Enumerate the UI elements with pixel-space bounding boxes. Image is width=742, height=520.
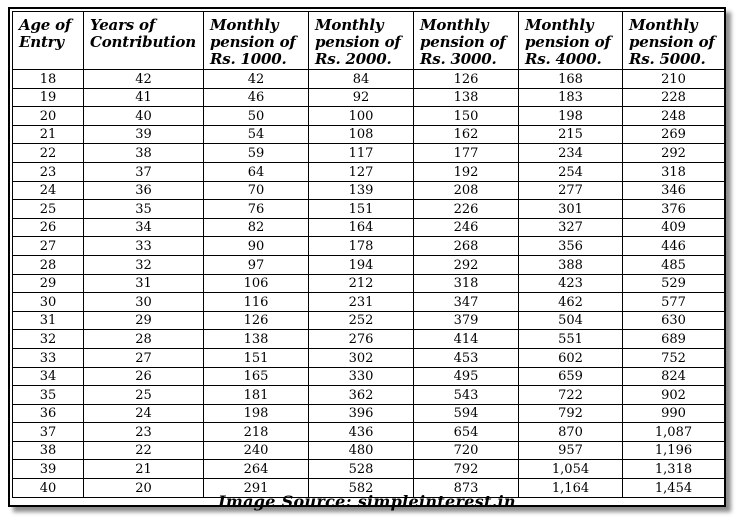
table-row	[13, 125, 725, 144]
table-row	[13, 107, 725, 126]
table-cell-years-of-contribution: 23	[84, 423, 204, 442]
table-cell-pension-3000: 379	[414, 311, 519, 330]
table-cell-pension-1000: 59	[204, 144, 309, 163]
table-cell-pension-1000: 46	[204, 88, 309, 107]
table-cell-age-of-entry: 26	[13, 218, 84, 237]
table-cell-years-of-contribution: 35	[84, 200, 204, 219]
table-cell-pension-3000: 720	[414, 441, 519, 460]
column-header-line: Rs. 3000.	[420, 50, 497, 68]
table-cell-pension-4000: 198	[519, 107, 623, 126]
table-cell-pension-2000: 396	[309, 404, 414, 423]
table-cell-years-of-contribution: 26	[84, 367, 204, 386]
table-cell-pension-3000: 226	[414, 200, 519, 219]
table-cell-age-of-entry: 36	[13, 404, 84, 423]
table-cell-pension-3000: 138	[414, 88, 519, 107]
table-cell-pension-4000: 423	[519, 274, 623, 293]
column-header-line: Years of	[90, 16, 156, 34]
column-header-age-of-entry	[13, 12, 84, 70]
table-cell-pension-5000: 902	[623, 386, 725, 405]
table-cell-pension-5000: 752	[623, 348, 725, 367]
table-cell-pension-1000: 54	[204, 125, 309, 144]
table-cell-pension-2000: 276	[309, 330, 414, 349]
table-cell-pension-1000: 90	[204, 237, 309, 256]
table-cell-age-of-entry: 40	[13, 479, 84, 498]
table-row	[13, 348, 725, 367]
table-row	[13, 330, 725, 349]
table-cell-pension-3000: 292	[414, 255, 519, 274]
table-cell-pension-2000: 436	[309, 423, 414, 442]
table-cell-pension-3000: 162	[414, 125, 519, 144]
table-cell-pension-4000: 168	[519, 70, 623, 89]
table-row	[13, 386, 725, 405]
table-cell-pension-5000: 292	[623, 144, 725, 163]
table-cell-pension-3000: 453	[414, 348, 519, 367]
table-cell-pension-5000: 1,087	[623, 423, 725, 442]
table-cell-pension-4000: 957	[519, 441, 623, 460]
column-header-line: Rs. 5000.	[629, 50, 706, 68]
table-cell-pension-4000: 659	[519, 367, 623, 386]
table-cell-years-of-contribution: 27	[84, 348, 204, 367]
column-header-pension-5000	[623, 12, 725, 70]
pension-table	[12, 11, 725, 498]
table-row	[13, 404, 725, 423]
table-cell-pension-3000: 150	[414, 107, 519, 126]
table-cell-pension-2000: 194	[309, 255, 414, 274]
table-cell-pension-5000: 990	[623, 404, 725, 423]
table-cell-pension-4000: 301	[519, 200, 623, 219]
table-cell-pension-5000: 318	[623, 162, 725, 181]
table-cell-pension-3000: 873	[414, 479, 519, 498]
table-cell-pension-3000: 192	[414, 162, 519, 181]
table-cell-pension-1000: 82	[204, 218, 309, 237]
table-cell-pension-3000: 414	[414, 330, 519, 349]
table-cell-pension-2000: 100	[309, 107, 414, 126]
table-cell-pension-1000: 64	[204, 162, 309, 181]
table-row	[13, 441, 725, 460]
table-cell-pension-4000: 551	[519, 330, 623, 349]
table-cell-age-of-entry: 18	[13, 70, 84, 89]
table-cell-pension-2000: 92	[309, 88, 414, 107]
table-cell-pension-1000: 70	[204, 181, 309, 200]
table-cell-years-of-contribution: 34	[84, 218, 204, 237]
table-cell-age-of-entry: 39	[13, 460, 84, 479]
table-cell-pension-4000: 234	[519, 144, 623, 163]
column-header-pension-1000	[204, 12, 309, 70]
column-header-pension-2000	[309, 12, 414, 70]
table-row	[13, 367, 725, 386]
table-cell-pension-4000: 792	[519, 404, 623, 423]
table-row	[13, 218, 725, 237]
table-cell-pension-3000: 246	[414, 218, 519, 237]
table-cell-years-of-contribution: 38	[84, 144, 204, 163]
table-cell-pension-1000: 198	[204, 404, 309, 423]
table-cell-age-of-entry: 25	[13, 200, 84, 219]
table-cell-pension-1000: 291	[204, 479, 309, 498]
table-cell-pension-1000: 218	[204, 423, 309, 442]
table-cell-pension-4000: 183	[519, 88, 623, 107]
column-header-line: Entry	[19, 33, 64, 51]
table-cell-pension-5000: 228	[623, 88, 725, 107]
table-cell-age-of-entry: 38	[13, 441, 84, 460]
table-cell-age-of-entry: 21	[13, 125, 84, 144]
column-header-line: pension of	[315, 33, 401, 51]
table-cell-pension-3000: 543	[414, 386, 519, 405]
table-cell-pension-2000: 84	[309, 70, 414, 89]
table-cell-pension-3000: 495	[414, 367, 519, 386]
table-cell-pension-5000: 689	[623, 330, 725, 349]
table-cell-age-of-entry: 23	[13, 162, 84, 181]
table-cell-pension-1000: 264	[204, 460, 309, 479]
table-cell-pension-4000: 602	[519, 348, 623, 367]
table-cell-pension-5000: 485	[623, 255, 725, 274]
table-cell-pension-1000: 50	[204, 107, 309, 126]
table-cell-years-of-contribution: 22	[84, 441, 204, 460]
table-cell-years-of-contribution: 20	[84, 479, 204, 498]
column-header-line: pension of	[420, 33, 506, 51]
column-header-pension-4000	[519, 12, 623, 70]
column-header-line: pension of	[629, 33, 715, 51]
table-cell-years-of-contribution: 41	[84, 88, 204, 107]
column-header-line: pension of	[210, 33, 296, 51]
table-cell-pension-4000: 277	[519, 181, 623, 200]
table-row	[13, 293, 725, 312]
table-cell-age-of-entry: 27	[13, 237, 84, 256]
table-cell-age-of-entry: 30	[13, 293, 84, 312]
table-cell-pension-2000: 302	[309, 348, 414, 367]
table-cell-age-of-entry: 33	[13, 348, 84, 367]
table-cell-pension-1000: 106	[204, 274, 309, 293]
table-cell-pension-5000: 269	[623, 125, 725, 144]
pension-table-frame	[8, 7, 726, 511]
table-cell-pension-3000: 654	[414, 423, 519, 442]
column-header-years-of-contribution	[84, 12, 204, 70]
table-cell-pension-5000: 577	[623, 293, 725, 312]
table-cell-pension-4000: 870	[519, 423, 623, 442]
table-row	[13, 274, 725, 293]
table-cell-age-of-entry: 31	[13, 311, 84, 330]
column-header-line: Monthly	[525, 16, 594, 34]
table-cell-pension-4000: 327	[519, 218, 623, 237]
table-cell-pension-4000: 356	[519, 237, 623, 256]
table-cell-pension-4000: 462	[519, 293, 623, 312]
table-cell-age-of-entry: 24	[13, 181, 84, 200]
table-cell-pension-2000: 127	[309, 162, 414, 181]
table-cell-pension-5000: 1,454	[623, 479, 725, 498]
table-cell-pension-4000: 388	[519, 255, 623, 274]
table-cell-years-of-contribution: 39	[84, 125, 204, 144]
table-cell-pension-4000: 504	[519, 311, 623, 330]
table-cell-pension-2000: 178	[309, 237, 414, 256]
table-cell-age-of-entry: 20	[13, 107, 84, 126]
table-cell-pension-2000: 582	[309, 479, 414, 498]
column-header-line: Rs. 1000.	[210, 50, 287, 68]
table-cell-pension-3000: 792	[414, 460, 519, 479]
table-cell-pension-5000: 346	[623, 181, 725, 200]
table-cell-pension-1000: 116	[204, 293, 309, 312]
table-cell-age-of-entry: 32	[13, 330, 84, 349]
table-cell-pension-5000: 210	[623, 70, 725, 89]
table-cell-pension-4000: 254	[519, 162, 623, 181]
table-cell-pension-2000: 151	[309, 200, 414, 219]
column-header-line: Rs. 2000.	[315, 50, 392, 68]
table-cell-pension-2000: 231	[309, 293, 414, 312]
table-cell-pension-4000: 1,164	[519, 479, 623, 498]
table-cell-pension-2000: 330	[309, 367, 414, 386]
table-cell-pension-3000: 177	[414, 144, 519, 163]
table-cell-pension-1000: 165	[204, 367, 309, 386]
table-row	[13, 181, 725, 200]
table-row	[13, 88, 725, 107]
table-cell-pension-1000: 181	[204, 386, 309, 405]
column-header-line: Monthly	[210, 16, 279, 34]
table-cell-years-of-contribution: 21	[84, 460, 204, 479]
table-cell-pension-2000: 139	[309, 181, 414, 200]
table-cell-pension-5000: 1,318	[623, 460, 725, 479]
table-cell-pension-5000: 529	[623, 274, 725, 293]
table-cell-pension-2000: 164	[309, 218, 414, 237]
column-header-line: Monthly	[315, 16, 384, 34]
table-row	[13, 255, 725, 274]
table-cell-pension-3000: 208	[414, 181, 519, 200]
table-body	[13, 70, 725, 498]
table-cell-pension-2000: 212	[309, 274, 414, 293]
table-cell-pension-5000: 248	[623, 107, 725, 126]
table-cell-pension-1000: 126	[204, 311, 309, 330]
table-cell-pension-4000: 1,054	[519, 460, 623, 479]
table-cell-age-of-entry: 19	[13, 88, 84, 107]
table-cell-age-of-entry: 29	[13, 274, 84, 293]
column-header-pension-3000	[414, 12, 519, 70]
table-cell-pension-5000: 630	[623, 311, 725, 330]
table-cell-years-of-contribution: 28	[84, 330, 204, 349]
table-header-row	[13, 12, 725, 70]
table-row	[13, 70, 725, 89]
table-cell-years-of-contribution: 31	[84, 274, 204, 293]
table-cell-pension-4000: 215	[519, 125, 623, 144]
table-row	[13, 144, 725, 163]
table-cell-age-of-entry: 37	[13, 423, 84, 442]
table-cell-pension-5000: 409	[623, 218, 725, 237]
table-row	[13, 423, 725, 442]
table-cell-pension-2000: 252	[309, 311, 414, 330]
image-source-caption: Image Source: simpleinterest.in	[218, 492, 516, 511]
table-row	[13, 311, 725, 330]
table-cell-pension-5000: 446	[623, 237, 725, 256]
table-row	[13, 237, 725, 256]
table-row	[13, 200, 725, 219]
table-cell-pension-3000: 347	[414, 293, 519, 312]
table-cell-pension-1000: 138	[204, 330, 309, 349]
table-cell-age-of-entry: 22	[13, 144, 84, 163]
table-cell-pension-1000: 151	[204, 348, 309, 367]
table-cell-pension-3000: 126	[414, 70, 519, 89]
column-header-line: Rs. 4000.	[525, 50, 602, 68]
table-cell-years-of-contribution: 37	[84, 162, 204, 181]
table-cell-pension-3000: 268	[414, 237, 519, 256]
table-cell-years-of-contribution: 25	[84, 386, 204, 405]
table-cell-pension-2000: 480	[309, 441, 414, 460]
table-cell-age-of-entry: 35	[13, 386, 84, 405]
table-cell-pension-2000: 108	[309, 125, 414, 144]
column-header-line: Monthly	[629, 16, 698, 34]
table-cell-pension-1000: 42	[204, 70, 309, 89]
table-cell-pension-1000: 76	[204, 200, 309, 219]
table-cell-years-of-contribution: 29	[84, 311, 204, 330]
column-header-line: pension of	[525, 33, 611, 51]
table-cell-years-of-contribution: 33	[84, 237, 204, 256]
table-cell-pension-3000: 594	[414, 404, 519, 423]
table-cell-years-of-contribution: 24	[84, 404, 204, 423]
table-cell-pension-3000: 318	[414, 274, 519, 293]
column-header-line: Monthly	[420, 16, 489, 34]
table-cell-pension-2000: 362	[309, 386, 414, 405]
column-header-line: Age of	[19, 16, 72, 34]
table-cell-pension-5000: 824	[623, 367, 725, 386]
table-cell-age-of-entry: 28	[13, 255, 84, 274]
table-cell-years-of-contribution: 30	[84, 293, 204, 312]
table-cell-pension-4000: 722	[519, 386, 623, 405]
table-cell-years-of-contribution: 42	[84, 70, 204, 89]
table-cell-pension-5000: 376	[623, 200, 725, 219]
table-row	[13, 162, 725, 181]
table-row	[13, 460, 725, 479]
table-cell-age-of-entry: 34	[13, 367, 84, 386]
table-cell-pension-1000: 240	[204, 441, 309, 460]
table-cell-pension-2000: 117	[309, 144, 414, 163]
table-cell-pension-5000: 1,196	[623, 441, 725, 460]
table-cell-pension-2000: 528	[309, 460, 414, 479]
table-cell-years-of-contribution: 32	[84, 255, 204, 274]
column-header-line: Contribution	[90, 33, 196, 51]
table-cell-pension-1000: 97	[204, 255, 309, 274]
table-cell-years-of-contribution: 36	[84, 181, 204, 200]
table-cell-years-of-contribution: 40	[84, 107, 204, 126]
